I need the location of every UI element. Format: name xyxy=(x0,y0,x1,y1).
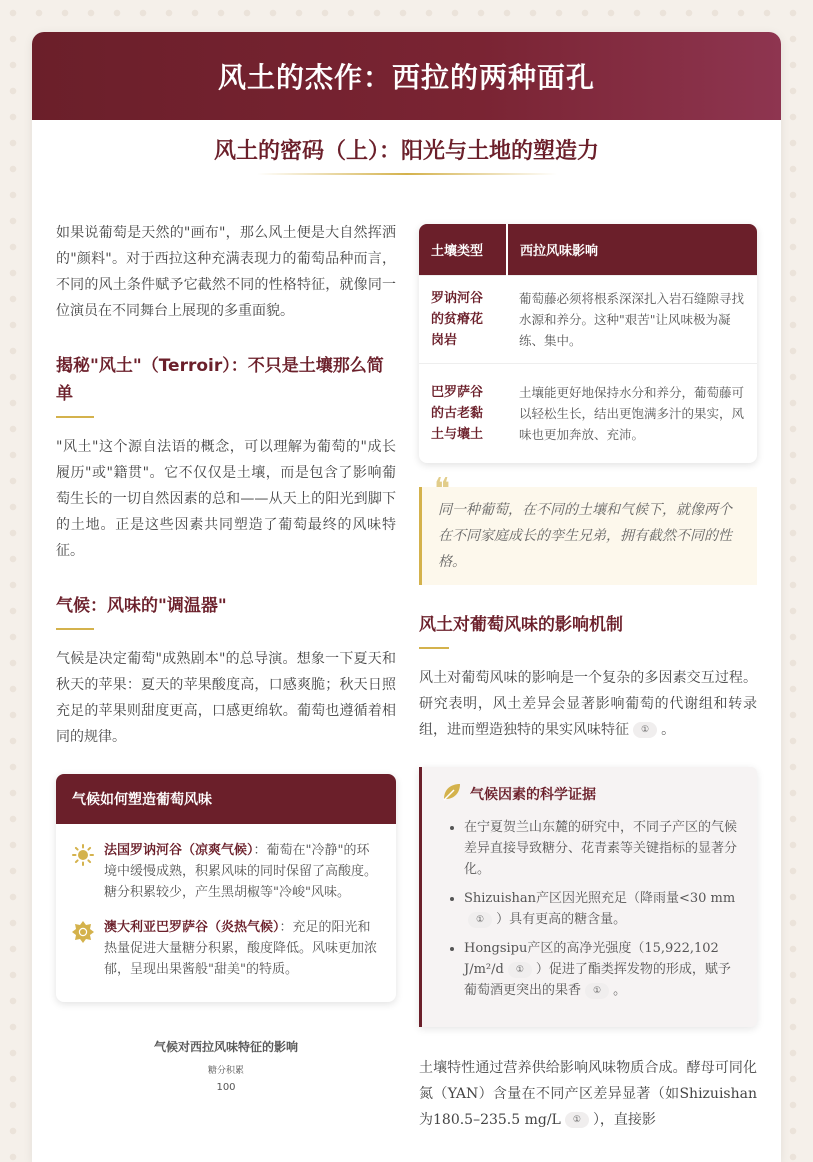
subtitle-divider xyxy=(257,173,557,175)
chart-series-label: 糖分积累 xyxy=(207,1066,244,1076)
evidence-text: Shizuishan产区因光照充足（降雨量<30 mm xyxy=(464,891,736,906)
soil-paragraph xyxy=(419,1055,757,1133)
leaf-icon xyxy=(442,783,462,805)
climate-item-label: 澳大利亚巴罗萨谷（炎热气候） xyxy=(104,920,280,935)
terroir-heading: 揭秘"风土"（Terroir）：不只是土壤那么简单 xyxy=(56,356,384,404)
soil-text-end: ），直接影 xyxy=(592,1112,656,1128)
hot-sun-icon xyxy=(72,917,104,980)
soil-name: 巴罗萨谷的古老黏土与壤土 xyxy=(419,364,507,464)
list-item xyxy=(464,817,739,880)
evidence-text-after: ）促进了酯类挥发物的形成，赋予葡萄酒更突出的果香 xyxy=(464,962,731,998)
table-header: 西拉风味影响 xyxy=(507,224,757,276)
evidence-title: 气候因素的科学证据 xyxy=(470,787,596,803)
citation-link[interactable]: ① xyxy=(585,983,609,999)
chart-title: 气候对西拉风味特征的影响 xyxy=(153,1040,298,1054)
sun-icon xyxy=(72,840,104,903)
terroir-paragraph: "风土"这个源自法语的概念，可以理解为葡萄的"成长履历"或"籍贯"。它不仅仅是土壤，而是包含了影响葡萄生长的一切自然因素的总和——从天上的阳光到脚下的土地。正是这些因素共同塑造了葡萄最终的风味特征。 xyxy=(56,439,396,559)
climate-item-rhone xyxy=(56,824,396,903)
climate-item-label: 法国罗讷河谷（凉爽气候） xyxy=(104,843,254,858)
title-banner xyxy=(32,32,781,120)
evidence-list xyxy=(464,817,739,1001)
climate-paragraph: 气候是决定葡萄"成熟剧本"的总导演。想象一下夏天和秋天的苹果：夏天的苹果酸度高，口感爽脆；秋天日照充足的苹果则甜度更高，口感更绵软。葡萄也遵循着相同的规律。 xyxy=(56,651,396,745)
climate-item-text: ：充足的阳光和热量促进大量糖分积累，酸度降低。风味更加浓郁，呈现出果酱般"甜美"的特质。 xyxy=(104,920,378,977)
table-header: 土壤类型 xyxy=(419,224,507,276)
climate-chart xyxy=(56,1038,396,1093)
evidence-text-end: 。 xyxy=(613,983,627,998)
climate-card-title: 气候如何塑造葡萄风味 xyxy=(56,774,396,824)
table-row xyxy=(419,276,757,364)
soil-effect: 葡萄藤必须将根系深深扎入岩石缝隙寻找水源和养分。这种"艰苦"让风味极为凝练、集中。 xyxy=(507,276,757,364)
mechanism-heading: 风土对葡萄风味的影响机制 xyxy=(419,615,623,635)
climate-item-barossa xyxy=(56,903,396,1002)
soil-text: 土壤特性通过营养供给影响风味物质合成。酵母可同化氮（YAN）含量在不同产区差异显著（如Shizuishan为180.5–235.5 mg/L xyxy=(419,1060,757,1128)
heading-underline xyxy=(56,416,94,418)
mechanism-paragraph xyxy=(419,665,757,743)
article-page xyxy=(32,32,781,1162)
quote-text: 同一种葡萄，在不同的土壤和气候下，就像两个在不同家庭成长的孪生兄弟，拥有截然不同的性格。 xyxy=(438,502,732,570)
soil-table-card xyxy=(419,224,757,463)
evidence-text-after: ）具有更高的糖含量。 xyxy=(496,912,627,927)
chart-y-tick: 100 xyxy=(216,1082,236,1093)
mechanism-text: 风土对葡萄风味的影响是一个复杂的多因素交互过程。研究表明，风土差异会显著影响葡萄的代谢组和转录组，进而塑造独特的果实风味特征 xyxy=(419,670,757,738)
evidence-box xyxy=(419,767,757,1027)
soil-effect: 土壤能更好地保持水分和养分，葡萄藤可以轻松生长，结出更饱满多汁的果实，风味也更加奔放、充沛。 xyxy=(507,364,757,464)
climate-item-text: ：葡萄在"冷静"的环境中缓慢成熟，积累风味的同时保留了高酸度。糖分积累较少，产生黑胡椒等"冷峻"风味。 xyxy=(104,843,378,900)
climate-heading: 气候：风味的"调温器" xyxy=(56,596,227,616)
evidence-text: 在宁夏贺兰山东麓的研究中，不同子产区的气候差异直接导致糖分、花青素等关键指标的显著分化。 xyxy=(464,820,738,877)
heading-underline xyxy=(419,647,449,649)
list-item xyxy=(464,938,739,1001)
evidence-title-row xyxy=(442,783,739,805)
left-column xyxy=(56,220,396,1093)
climate-card xyxy=(56,774,396,1002)
right-column xyxy=(419,220,757,1133)
citation-link[interactable]: ① xyxy=(508,962,532,978)
pull-quote xyxy=(419,472,757,585)
mechanism-end: 。 xyxy=(661,722,676,738)
citation-link[interactable]: ① xyxy=(565,1112,589,1128)
intro-paragraph: 如果说葡萄是天然的"画布"，那么风土便是大自然挥洒的"颜料"。对于西拉这种充满表现力的葡萄品种而言，不同的风土条件赋予它截然不同的性格特征，就像同一位演员在不同舞台上展现的多重面貌。 xyxy=(56,225,396,319)
list-item xyxy=(464,888,739,930)
evidence-text: Hongsipu产区的高净光强度（15,922,102 J/m²/d xyxy=(464,941,719,977)
soil-table xyxy=(419,224,757,463)
heading-underline xyxy=(56,628,94,630)
table-row xyxy=(419,364,757,464)
section-subtitle: 风土的密码（上）：阳光与土地的塑造力 xyxy=(213,139,599,164)
citation-link[interactable]: ① xyxy=(633,722,657,738)
quote-mark-icon: ❝ xyxy=(434,472,451,507)
page-title: 风土的杰作：西拉的两种面孔 xyxy=(217,61,595,94)
citation-link[interactable]: ① xyxy=(468,912,492,928)
soil-name: 罗讷河谷的贫瘠花岗岩 xyxy=(419,276,507,364)
